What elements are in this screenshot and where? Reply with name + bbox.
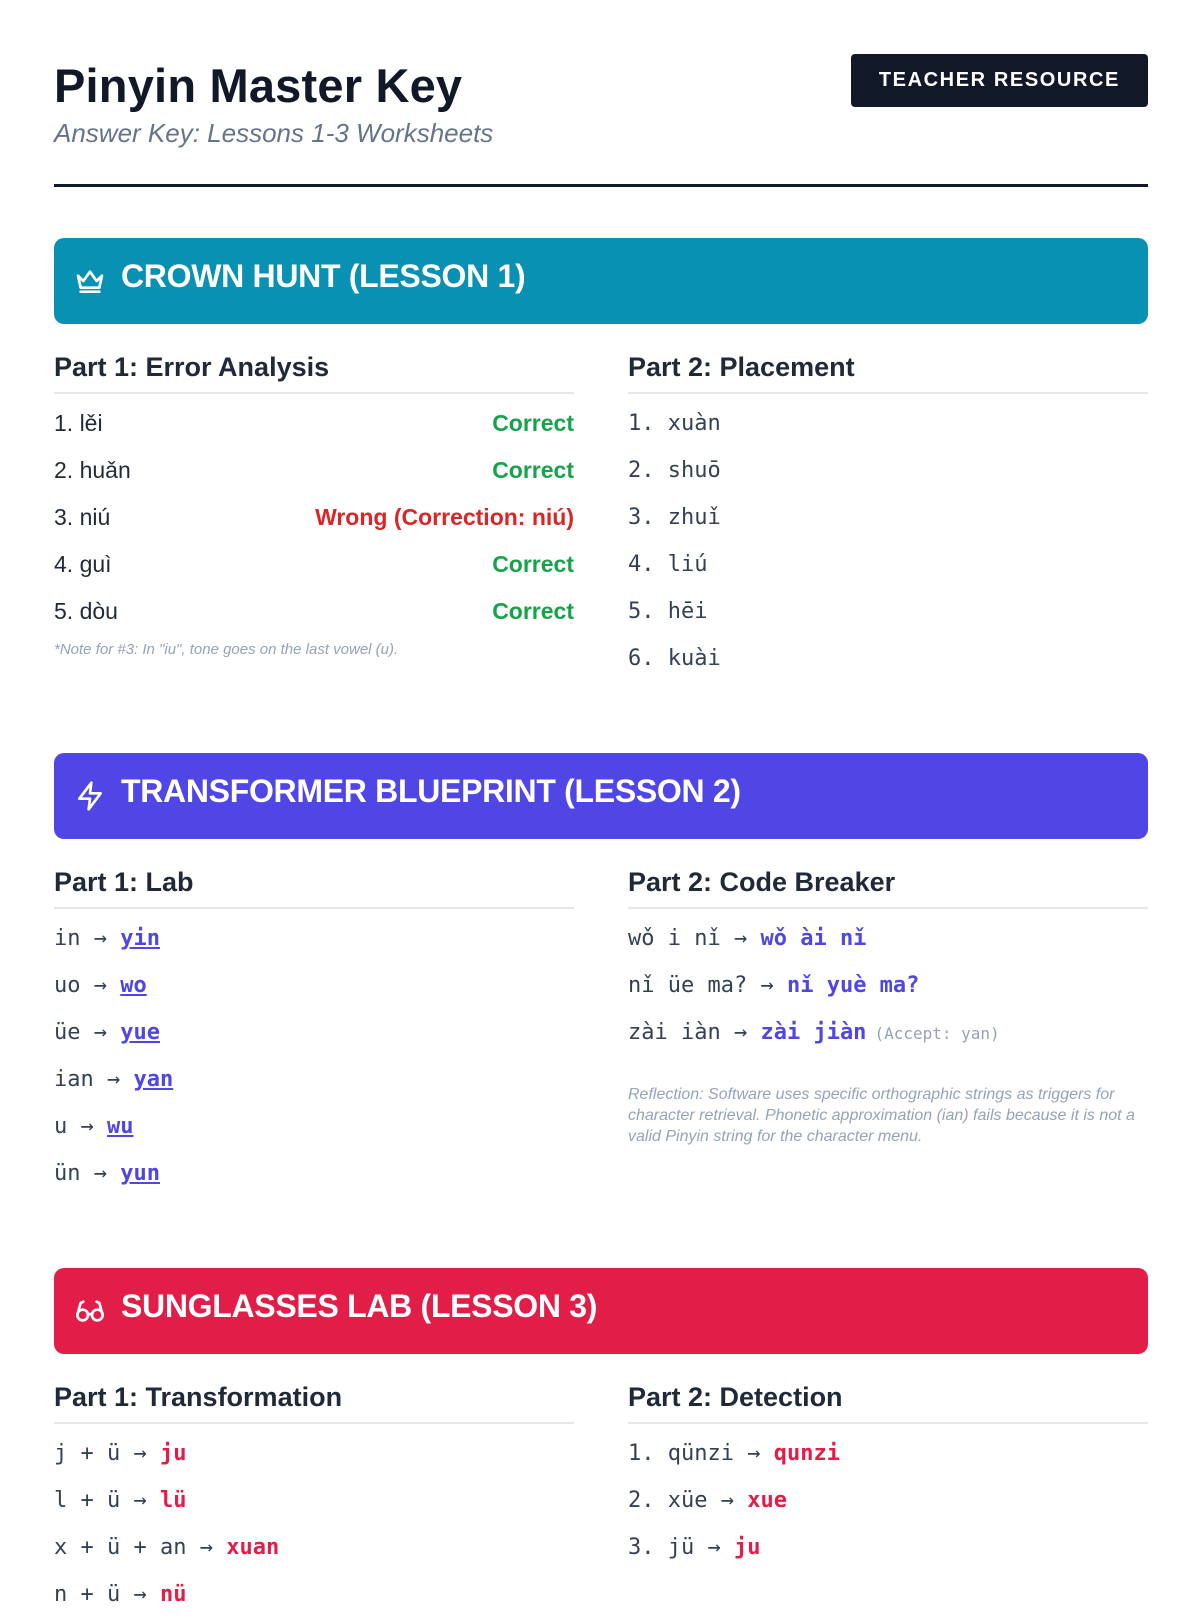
page-title: Pinyin Master Key [54,59,463,112]
answer-text: yan [133,1067,174,1092]
arrow: → [80,1114,94,1139]
arrow: → [199,1535,213,1560]
list-item [54,1150,574,1197]
lesson-1-part-2 [628,352,1148,682]
list-item [54,915,574,962]
section-banner-lesson-3 [54,1268,1148,1354]
source-text: zài iàn [628,1020,721,1045]
list-item [628,1477,1148,1524]
list-item [54,1571,574,1618]
lesson-3-part-2 [628,1382,1148,1571]
source-text: nǐ üe ma? [628,973,748,998]
source-text: 1. qünzi [628,1441,734,1466]
lesson-3-part-1 [54,1382,574,1618]
source-text: uo [54,973,81,998]
part-title: Part 1: Transformation [54,1382,574,1424]
answer-item: 1. lěi [54,410,103,436]
source-text: wǒ i nǐ [628,926,721,951]
answer-text: nǐ yuè ma? [786,973,920,998]
source-text: 3. jü [628,1535,695,1560]
answer-text: qunzi [773,1441,840,1466]
lesson-1-part-1 [54,352,574,658]
list-item [54,588,574,635]
answer-text: wu [107,1114,134,1139]
answer-item: 5. dòu [54,598,118,624]
page-header [54,50,1148,187]
answer-text: lü [159,1488,187,1513]
list-item [628,1430,1148,1477]
answer-item: 3. niú [54,504,111,530]
source-text: x + ü + an [54,1535,187,1560]
part-title: Part 2: Detection [628,1382,1148,1424]
section-banner-lesson-2 [54,753,1148,839]
source-text: n + ü [54,1582,121,1607]
arrow: → [133,1488,147,1513]
list-item [628,915,1148,962]
list-item [628,1009,1148,1056]
answer-text: ju [733,1535,761,1560]
answer-text: yin [120,926,160,951]
part-title: Part 2: Code Breaker [628,867,1148,909]
list-item [54,541,574,588]
lesson-2-part-2 [628,867,1148,1147]
source-text: ün [54,1161,81,1186]
list-item [54,1524,574,1571]
list-item: 2. shuō [628,458,721,483]
list-item: 4. liú [628,552,708,577]
answer-item: 2. huǎn [54,457,131,483]
list-item [54,400,574,447]
list-item [54,494,574,541]
source-text: l + ü [54,1488,121,1513]
arrow: → [733,926,748,951]
answer-text: yue [120,1020,160,1045]
status-label: Correct [492,410,574,436]
list-item [54,447,574,494]
lightning-icon [74,780,106,812]
arrow: → [93,1020,107,1045]
source-text: üe [54,1020,81,1045]
answer-text: yun [120,1161,160,1186]
list-item [54,1430,574,1477]
arrow: → [93,973,107,998]
crown-icon [74,265,106,297]
section-banner-lesson-1 [54,238,1148,324]
answer-text: xuan [226,1535,280,1560]
status-label: Correct [492,551,574,577]
page-subtitle: Answer Key: Lessons 1-3 Worksheets [54,118,494,148]
answer-text: xue [747,1488,787,1513]
reflection-note: Reflection: Software uses specific orthographic strings as triggers for character retrieval. Phonetic approximation (ian) fails because it is not a valid Pinyin string for the character menu. [628,1086,1135,1145]
list-item: 1. xuàn [628,411,721,436]
list-item: 6. kuài [628,646,721,671]
arrow: → [133,1441,147,1466]
status-label: Wrong (Correction: niú) [315,504,574,530]
answer-text: nü [159,1582,187,1607]
lesson-2-part-1 [54,867,574,1197]
glasses-icon [74,1295,106,1327]
list-item: 3. zhuǐ [628,505,721,530]
arrow: → [93,1161,107,1186]
source-text: ian [54,1067,94,1092]
source-text: j + ü [54,1441,121,1466]
source-text: u [54,1114,68,1139]
arrow: → [707,1535,721,1560]
arrow: → [747,1441,761,1466]
answer-text: zài jiàn [760,1020,867,1045]
section-title: SUNGLASSES LAB (LESSON 3) [121,1288,598,1324]
source-text: in [54,926,81,951]
arrow: → [760,973,774,998]
list-item [54,962,574,1009]
status-label: Correct [492,457,574,483]
arrow: → [133,1582,147,1607]
answer-text: wǒ ài nǐ [760,926,867,951]
arrow: → [733,1020,748,1045]
section-title: CROWN HUNT (LESSON 1) [121,258,526,294]
part-title: Part 2: Placement [628,352,1148,394]
list-item [54,1103,574,1150]
source-text: 2. xüe [628,1488,708,1513]
part-title: Part 1: Error Analysis [54,352,574,394]
arrow: → [107,1067,121,1092]
list-item: 5. hēi [628,599,708,624]
section-title: TRANSFORMER BLUEPRINT (LESSON 2) [121,773,741,809]
list-item [628,962,1148,1009]
answer-item: 4. guì [54,551,112,577]
list-item [628,1524,1148,1571]
arrow: → [93,926,107,951]
answer-text: wo [120,973,147,998]
footnote: *Note for #3: In "iu", tone goes on the last vowel (u). [54,641,399,658]
teacher-resource-badge: TEACHER RESOURCE [851,54,1148,107]
list-item [54,1056,574,1103]
arrow: → [720,1488,734,1513]
answer-text: ju [159,1441,187,1466]
status-label: Correct [492,598,574,624]
list-item [54,1477,574,1524]
list-item [54,1009,574,1056]
accept-note: (Accept: yan) [874,1024,1000,1043]
part-title: Part 1: Lab [54,867,574,909]
